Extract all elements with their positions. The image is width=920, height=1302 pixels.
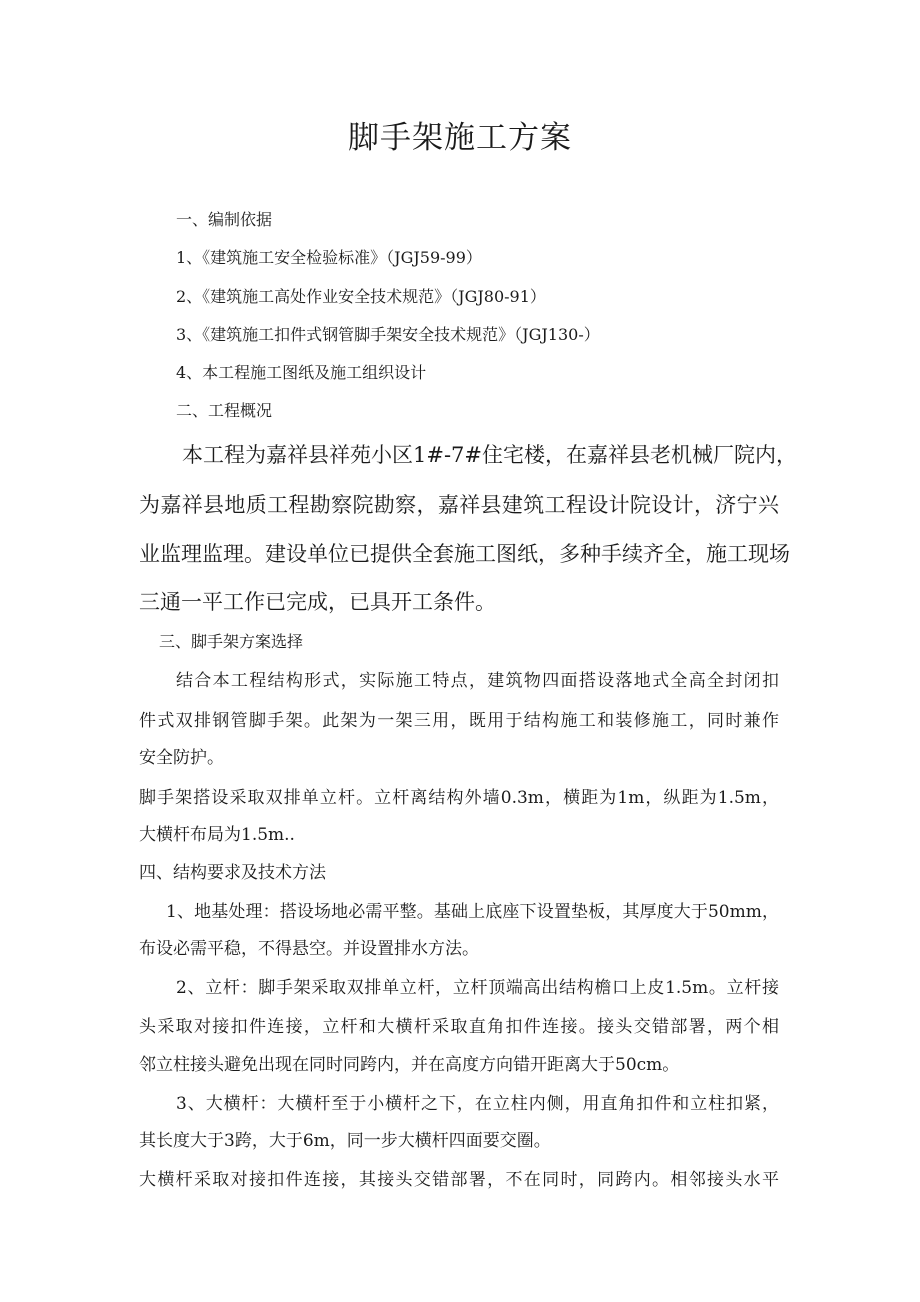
section-heading-scheme: 三、脚手架方案选择 — [159, 632, 304, 651]
structure-line-4: 头采取对接扣件连接，立杆和大横杆采取直角扣件连接。接头交错部署，两个相 — [139, 1017, 779, 1037]
basis-item-3: 3、《建筑施工扣件式钢管脚手架安全技术规范》（JGJ130-） — [176, 325, 600, 344]
structure-line-1: 1、地基处理：搭设场地必需平整。基础上底座下设置垫板，其厚度大于50mm， — [166, 902, 779, 922]
overview-line-4: 三通一平工作已完成，已具开工条件。 — [139, 590, 496, 614]
structure-line-2: 布设必需平稳，不得悬空。并设置排水方法。 — [139, 939, 479, 959]
structure-line-3: 2、立杆：脚手架采取双排单立杆，立杆顶端高出结构檐口上皮1.5m。立杆接 — [176, 978, 779, 998]
scheme-line-2: 件式双排钢管脚手架。此架为一架三用，既用于结构施工和装修施工，同时兼作 — [139, 711, 779, 731]
overview-line-3: 业监理监理。建设单位已提供全套施工图纸，多种手续齐全，施工现场 — [139, 542, 790, 566]
overview-line-1: 本工程为嘉祥县祥苑小区1#-7#住宅楼，在嘉祥县老机械厂院内， — [182, 443, 798, 467]
overview-line-2: 为嘉祥县地质工程勘察院勘察，嘉祥县建筑工程设计院设计，济宁兴 — [139, 493, 779, 517]
scheme-line-4: 脚手架搭设采取双排单立杆。立杆离结构外墙0.3m，横距为1m，纵距为1.5m， — [139, 788, 779, 808]
scheme-line-1: 结合本工程结构形式，实际施工特点，建筑物四面搭设落地式全高全封闭扣 — [176, 671, 779, 691]
section-heading-overview: 二、工程概况 — [176, 401, 273, 420]
scheme-line-5: 大横杆布局为1.5m.. — [139, 825, 295, 845]
scheme-line-3: 安全防护。 — [139, 748, 224, 768]
section-heading-basis: 一、编制依据 — [176, 210, 273, 229]
structure-line-7: 其长度大于3跨，大于6m，同一步大横杆四面要交圈。 — [139, 1131, 551, 1151]
basis-item-4: 4、本工程施工图纸及施工组织设计 — [176, 363, 427, 382]
section-heading-structure: 四、结构要求及技术方法 — [139, 863, 326, 883]
structure-line-8: 大横杆采取对接扣件连接，其接头交错部署，不在同时，同跨内。相邻接头水平 — [139, 1170, 779, 1190]
structure-line-5: 邻立柱接头避免出现在同时同跨内，并在高度方向错开距离大于50cm。 — [139, 1055, 680, 1075]
document-title: 脚手架施工方案 — [348, 120, 572, 156]
structure-line-6: 3、大横杆：大横杆至于小横杆之下，在立柱内侧，用直角扣件和立柱扣紧， — [176, 1094, 779, 1114]
basis-item-1: 1、《建筑施工安全检验标准》（JGJ59-99） — [176, 248, 482, 267]
basis-item-2: 2、《建筑施工高处作业安全技术规范》（JGJ80-91） — [176, 287, 546, 306]
